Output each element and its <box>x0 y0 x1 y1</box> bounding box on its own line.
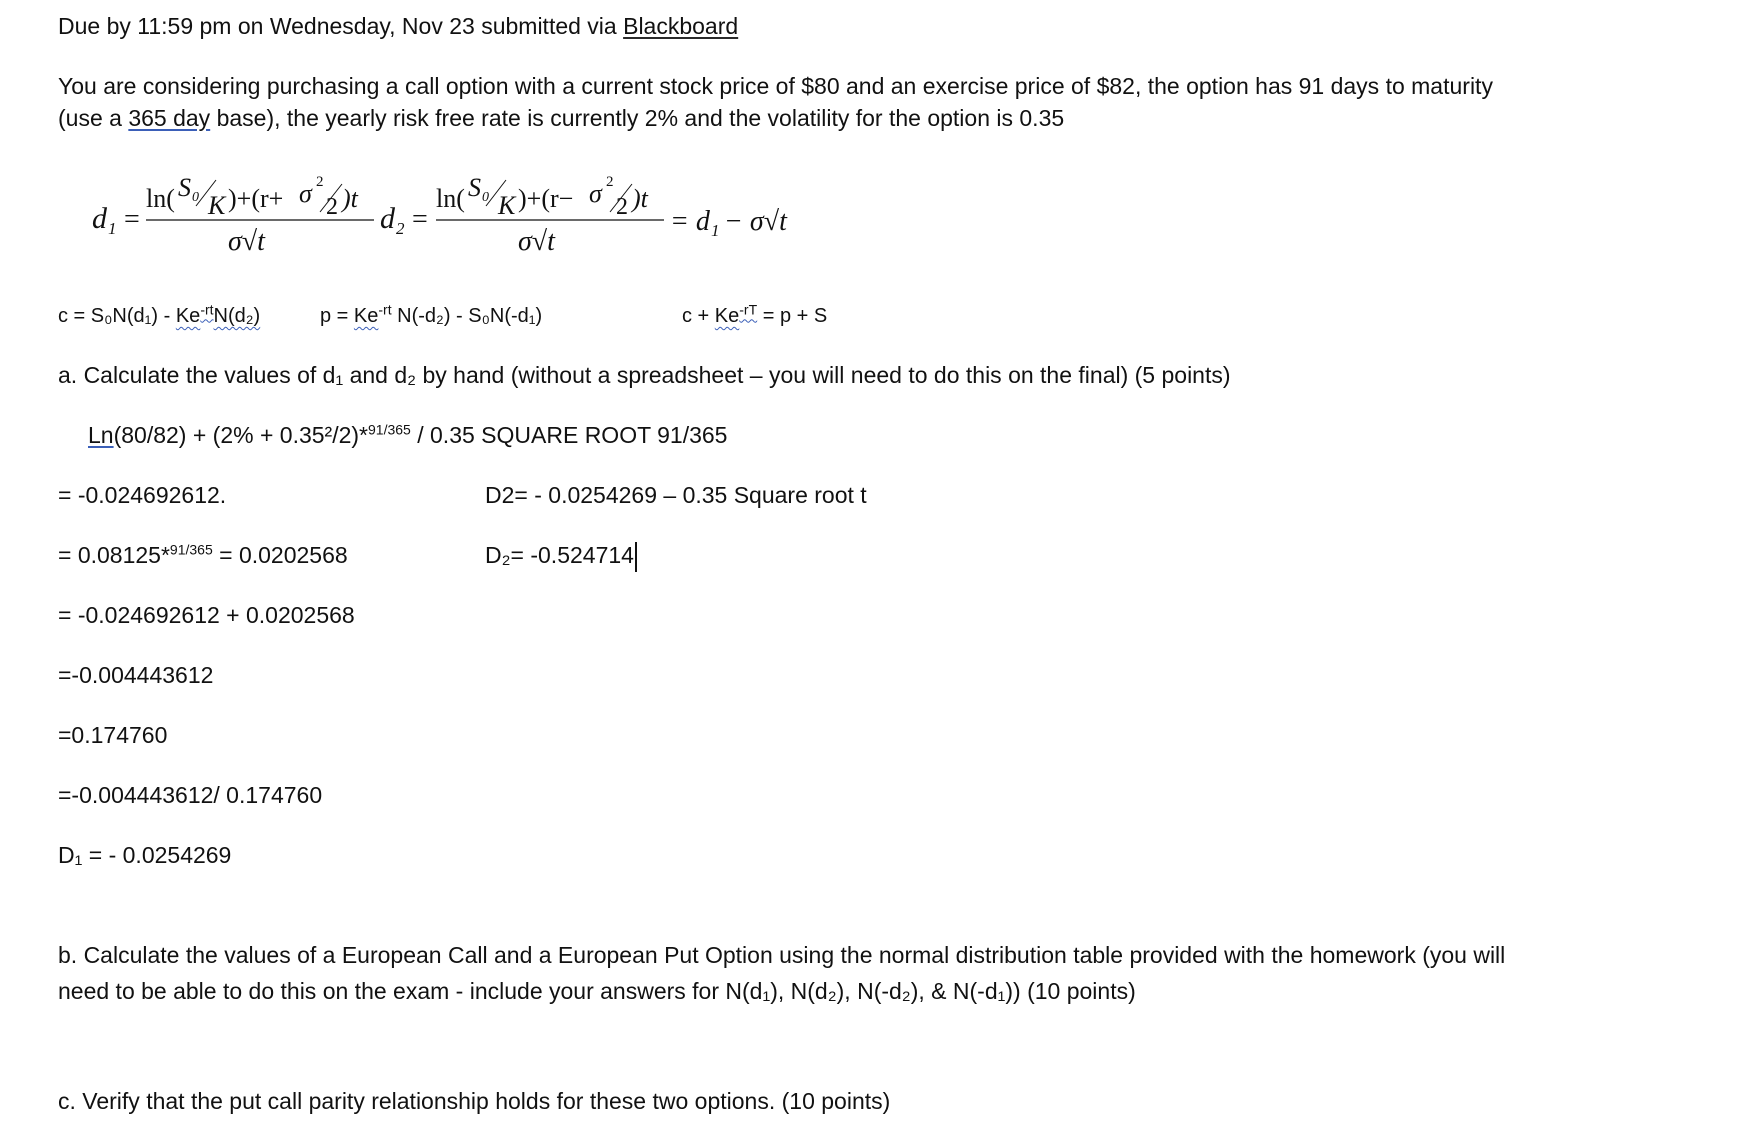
part-c-question: c. Verify that the put call parity relationship holds for these two options. (10 points) <box>58 1088 891 1114</box>
d2-result: D₂= -0.524714 <box>485 539 637 572</box>
d2-s0: S <box>468 173 481 202</box>
due-line <box>58 10 738 42</box>
part-b-line-2: need to be able to do this on the exam - include your answers for N(d₁), N(d₂), N(-d₂), & N(-d₁)) (10 points) <box>58 978 1136 1004</box>
365-day-underlined: 365 day <box>128 105 211 131</box>
d1-plus-r: )+(r+ <box>228 184 284 213</box>
d2-sigma-sq: 2 <box>606 174 614 190</box>
d1-sigma: σ <box>299 179 312 208</box>
d2-ln: ln( <box>436 184 465 213</box>
d1-symbol: d <box>92 202 107 235</box>
d2-formula <box>380 173 788 257</box>
d2-symbol: d <box>380 202 395 235</box>
part-a-work: Ln(80/82) + (2% + 0.35²/2)*$^{91/365}$ / 0.35 SQUARE ROOT 91/365 <box>88 421 728 448</box>
d1-formula <box>92 173 374 257</box>
step-4: =-0.004443612 <box>58 662 214 688</box>
blackboard-link[interactable]: Blackboard <box>623 13 739 39</box>
part-b-line-1: b. Calculate the values of a European Call and a European Put Option using the normal distribution table provided with the homework (you will <box>58 942 1506 968</box>
d2-rhs: = d <box>670 206 710 237</box>
d2-rhs-tail: − σ√t <box>724 206 787 237</box>
d1-close-t: )t <box>342 184 358 213</box>
part-a-question: a. Calculate the values of d₁ and d₂ by hand (without a spreadsheet – you will need to do this on the final) (5 points) <box>58 362 1231 388</box>
ln-text: Ln <box>88 422 114 448</box>
d1-sigma-sq: 2 <box>316 174 324 190</box>
step-2: = 0.08125*$^{91/365}$ = 0.0202568 <box>58 541 348 568</box>
d1-ln: ln( <box>146 184 175 213</box>
d1-d2-formulas <box>80 150 880 270</box>
d2-two: 2 <box>616 194 628 220</box>
d2-denominator: σ√t <box>518 226 555 257</box>
d1-s0-sub: 0 <box>192 190 199 205</box>
d2-equals: = <box>412 204 428 235</box>
step-5: =0.174760 <box>58 722 168 748</box>
d1-two: 2 <box>326 194 338 220</box>
d1-k: K <box>208 191 226 220</box>
d2-subscript: 2 <box>396 219 405 238</box>
call-formula: $c = S_0N(d_1) - Ke^{-rt}N(d_2)$ <box>58 301 261 327</box>
d2-k: K <box>498 191 516 220</box>
parity-formula: $c + Ke^{-rT} = p + S$ <box>682 301 828 327</box>
d2-sigma: σ <box>589 179 602 208</box>
step-6: =-0.004443612/ 0.174760 <box>58 782 323 808</box>
step-1: = -0.024692612. <box>58 482 227 508</box>
text-cursor <box>635 542 637 572</box>
d2-plus-r: )+(r− <box>518 184 574 213</box>
d2-rhs-sub: 1 <box>711 221 720 240</box>
d1-denominator: σ√t <box>228 226 265 257</box>
d1-s0: S <box>178 173 191 202</box>
d1-result: D₁ = - 0.0254269 <box>58 842 232 868</box>
problem-line-2: (use a 365 day base), the yearly risk free rate is currently 2% and the volatility for the option is 0.35 <box>58 105 1065 131</box>
d2-s0-sub: 0 <box>482 190 489 205</box>
problem-line-1: You are considering purchasing a call option with a current stock price of $80 and an exercise price of $82, the option has 91 days to maturity <box>58 73 1493 99</box>
put-formula: $p = Ke^{-rt}$ N(-d₂) - S₀N(-d₁) <box>320 301 543 327</box>
d1-equals: = <box>124 204 140 235</box>
due-text: Due by 11:59 pm on Wednesday, Nov 23 submitted via <box>58 13 624 39</box>
d2-work: D2= - 0.0254269 – 0.35 Square root t <box>485 482 867 508</box>
d1-subscript: 1 <box>108 219 117 238</box>
step-3: = -0.024692612 + 0.0202568 <box>58 602 355 628</box>
d2-close-t: )t <box>632 184 648 213</box>
